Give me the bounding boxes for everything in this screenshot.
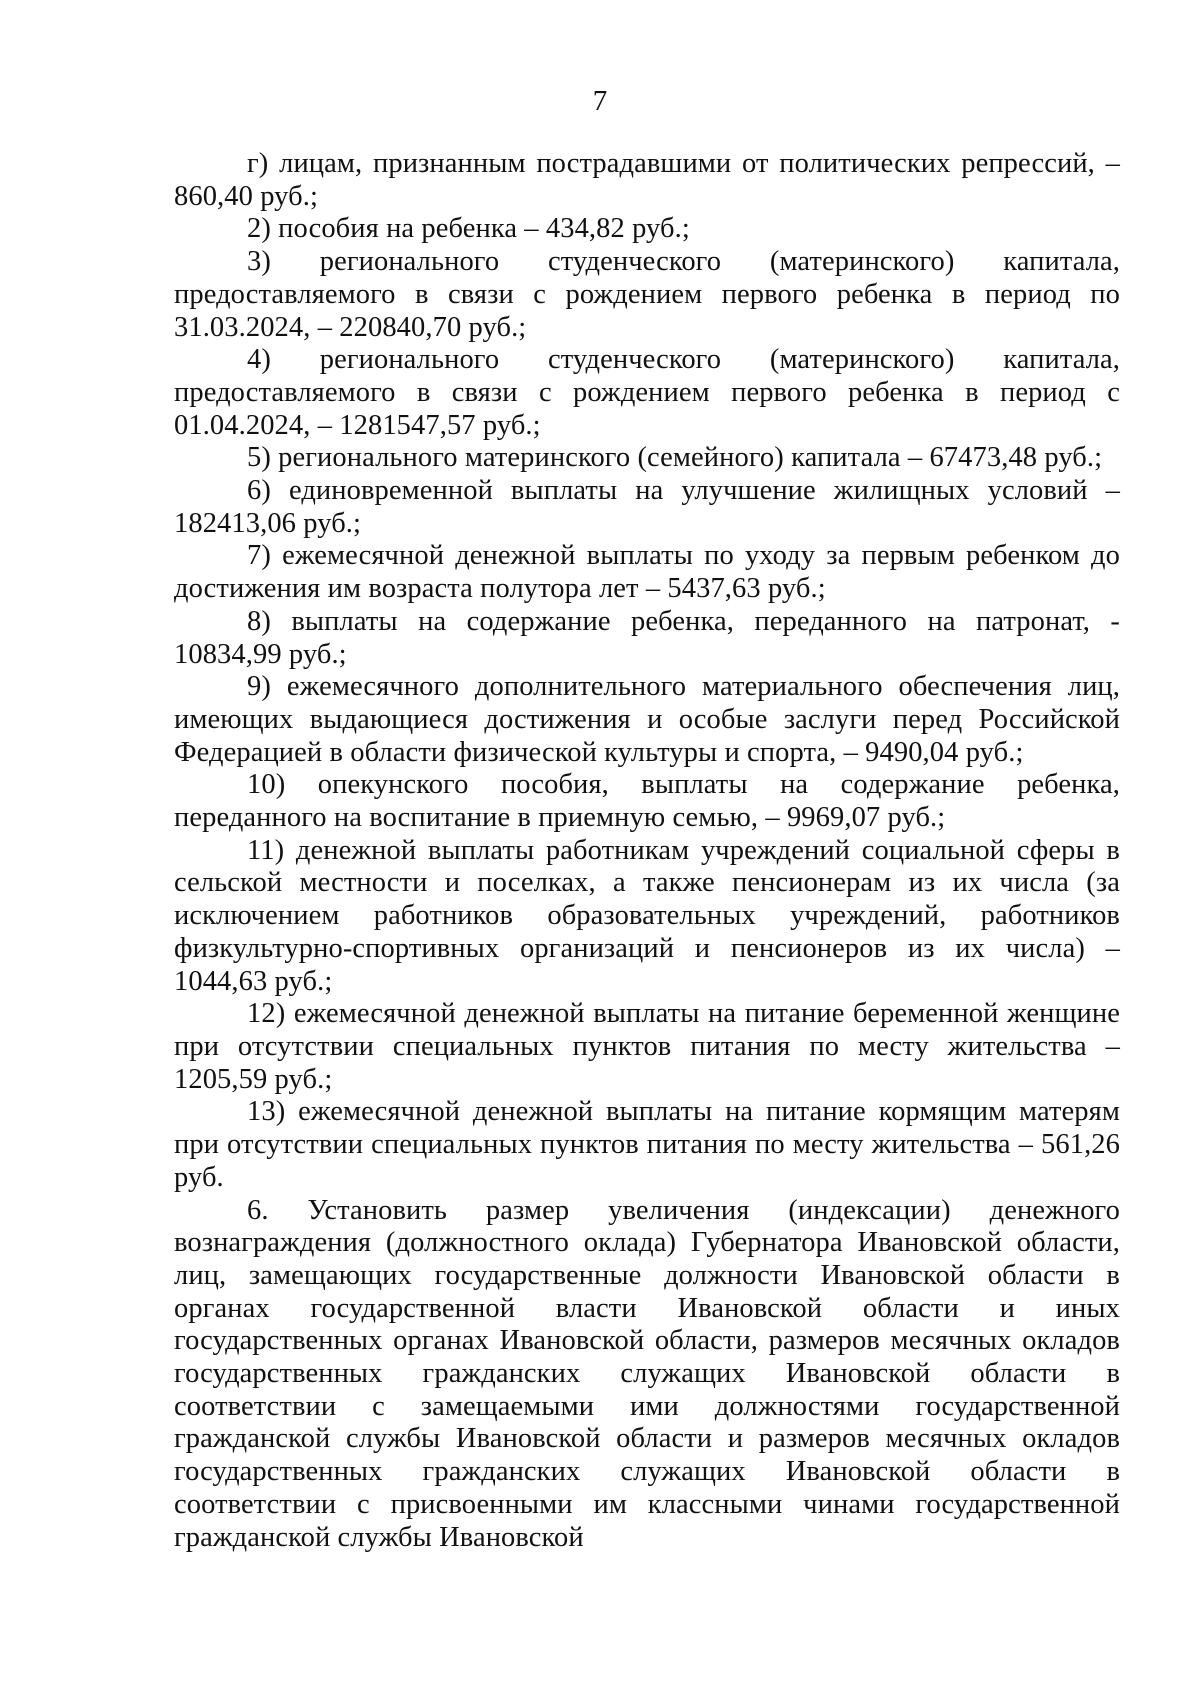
paragraph-section-6: 6. Установить размер увеличения (индексации) денежного вознаграждения (должностного оклада) Губернатора Ивановской области, лиц, замещающих государственные должности Ивановской области в органах государственной власти Ивановской области и иных государственных органах Ивановской области, размеров месячных окладов государственных гражданских служащих Ивановской области в соответствии с замещаемыми ими должностями государственной гражданской службы Ивановской области и размеров месячных окладов государственных гражданских служащих Ивановской области в соответствии с присвоенными им классными чинами государственной гражданской службы Ивановской [174, 1194, 1120, 1553]
paragraph-item-g: г) лицам, признанным пострадавшими от политических репрессий, – 860,40 руб.; [174, 148, 1120, 212]
paragraph-item-6: 6) единовременной выплаты на улучшение жилищных условий – 182413,06 руб.; [174, 475, 1120, 539]
paragraph-item-13: 13) ежемесячной денежной выплаты на питание кормящим матерям при отсутствии специальных пунктов питания по месту жительства – 561,26 руб. [174, 1096, 1120, 1193]
paragraph-item-12: 12) ежемесячной денежной выплаты на питание беременной женщине при отсутствии специальных пунктов питания по месту жительства – 1205,59 руб.; [174, 998, 1120, 1095]
paragraph-item-2: 2) пособия на ребенка – 434,82 руб.; [247, 213, 690, 245]
document-body [174, 148, 1120, 1554]
paragraph-item-9: 9) ежемесячного дополнительного материального обеспечения лиц, имеющих выдающиеся достижения и особые заслуги перед Российской Федерацией в области физической культуры и спорта, – 9490,04 руб.; [174, 671, 1120, 768]
paragraph-item-4: 4) регионального студенческого (материнского) капитала, предоставляемого в связи с рождением первого ребенка в период с 01.04.2024, – 1281547,57 руб.; [174, 344, 1120, 441]
paragraph-item-11: 11) денежной выплаты работникам учреждений социальной сферы в сельской местности и поселках, а также пенсионерам из их числа (за исключением работников образовательных учреждений, работников физкультурно-спортивных организаций и пенсионеров из их числа) – 1044,63 руб.; [174, 834, 1120, 997]
page-number: 7 [592, 85, 608, 117]
paragraph-item-3: 3) регионального студенческого (материнского) капитала, предоставляемого в связи с рождением первого ребенка в период по 31.03.2024, – 220840,70 руб.; [174, 246, 1120, 343]
paragraph-item-10: 10) опекунского пособия, выплаты на содержание ребенка, переданного на воспитание в приемную семью, – 9969,07 руб.; [174, 769, 1120, 834]
paragraph-item-5: 5) регионального материнского (семейного) капитала – 67473,48 руб.; [247, 442, 1103, 474]
paragraph-item-8: 8) выплаты на содержание ребенка, переданного на патронат, - 10834,99 руб.; [174, 605, 1120, 670]
paragraph-item-7: 7) ежемесячной денежной выплаты по уходу за первым ребенком до достижения им возраста полутора лет – 5437,63 руб.; [174, 540, 1120, 605]
